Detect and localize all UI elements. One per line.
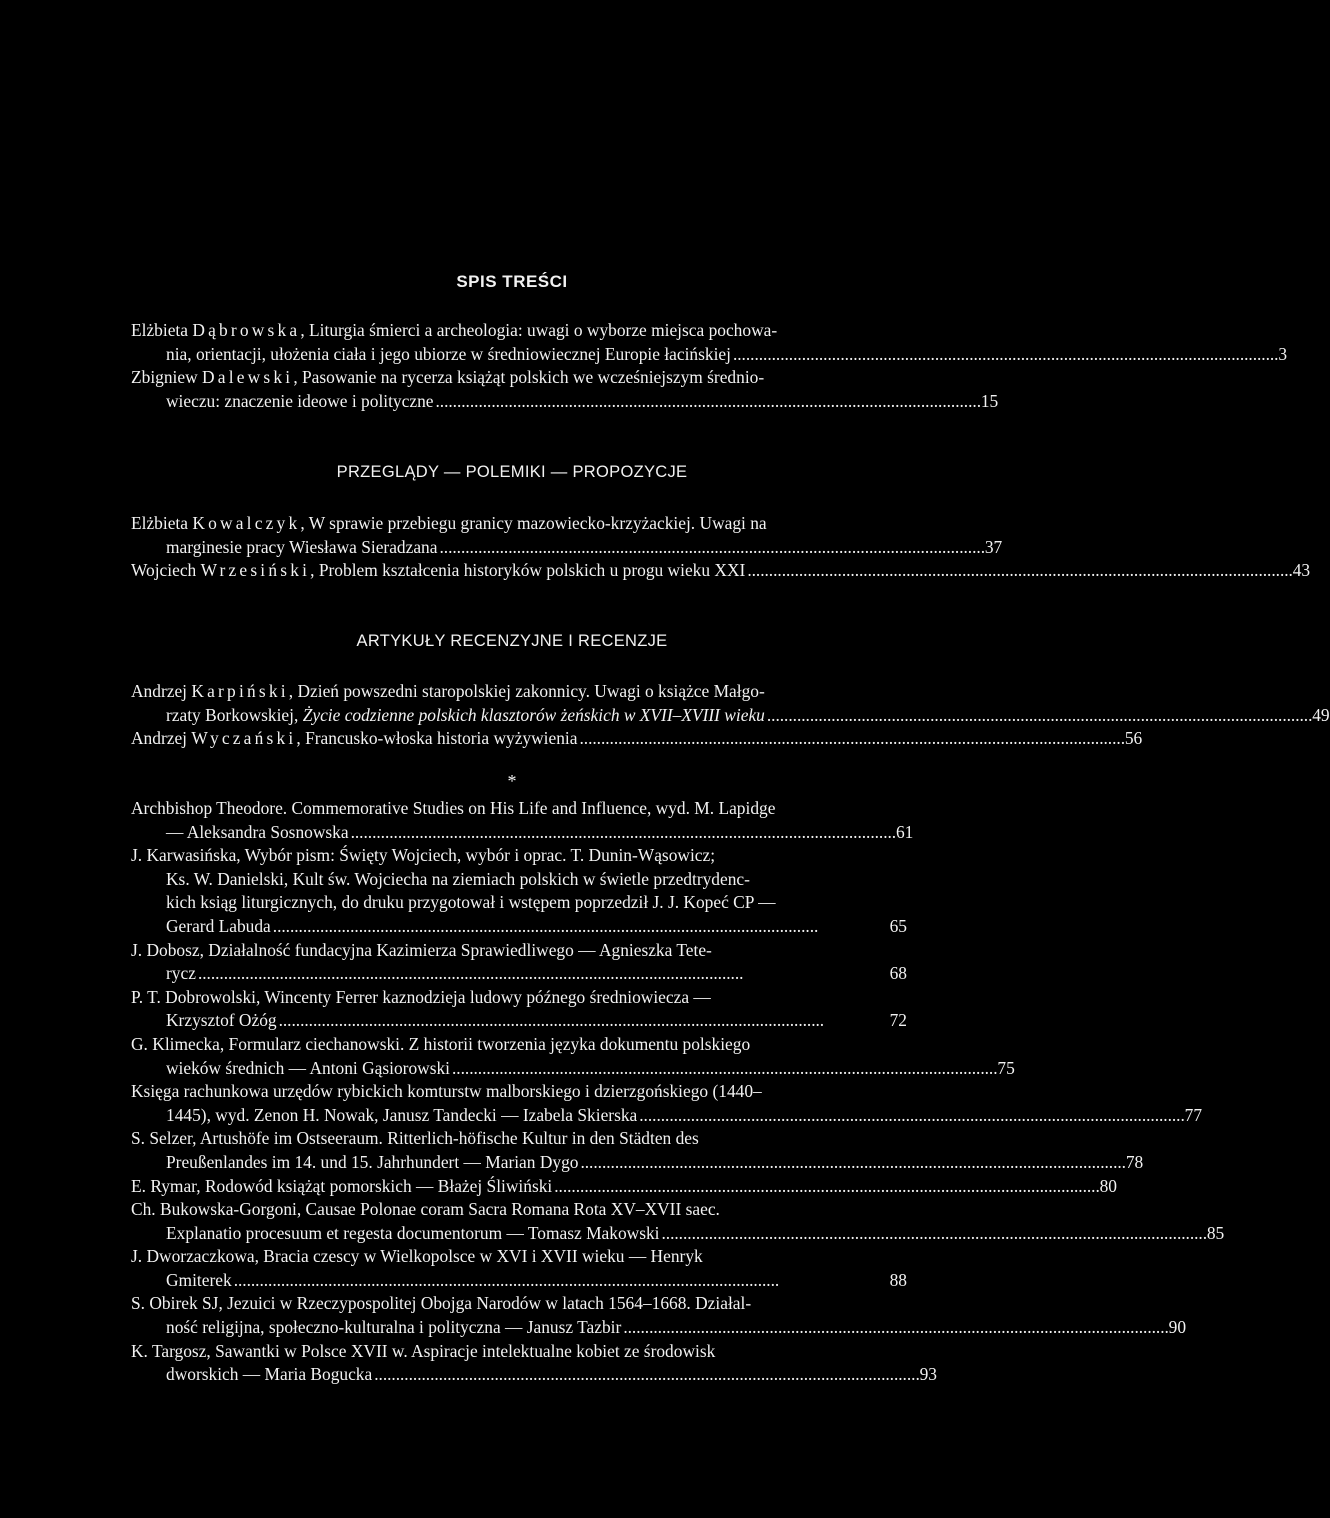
page-number: 56	[1124, 728, 1143, 749]
page-number: 80	[1099, 1175, 1117, 1196]
entry-title-continued: ność religijna, społeczno-kulturalna i polityczna — Janusz Tazbir	[166, 1317, 622, 1338]
page-number: 85	[1206, 1222, 1225, 1243]
entry-title-continued: Gerard Labuda	[166, 915, 271, 936]
author-first-name: Andrzej	[131, 728, 188, 749]
page-number: 37	[984, 536, 1003, 557]
entry-title: K. Targosz, Sawantki w Polsce XVII w. Aspiracje intelektualne kobiet ze środowisk	[131, 1340, 716, 1361]
leader-dots	[767, 704, 1310, 728]
author-last-name: Karpiński	[191, 681, 289, 701]
entry-title-continued: nia, orientacji, ułożenia ciała i jego ubiorze w średniowiecznej Europie łacińskiej	[166, 343, 731, 364]
entry-title: Ch. Bukowska-Gorgoni, Causae Polonae coram Sacra Romana Rota XV–XVII saec.	[131, 1199, 720, 1220]
page-number: 49	[1312, 704, 1330, 725]
entry-title-continued: rycz	[166, 963, 196, 984]
author-last-name: Dalewski	[202, 367, 294, 388]
entry-title: G. Klimecka, Formularz ciechanowski. Z historii tworzenia języka dokumentu polskiego	[131, 1033, 751, 1054]
book-title: Życie codzienne polskich klasztorów żeńskich w XVII–XVIII wieku	[302, 704, 765, 725]
entry-title-continued: dworskich — Maria Bogucka	[166, 1364, 373, 1385]
entry-title-continued: kich ksiąg liturgicznych, do druku przygotował i wstępem poprzedził J. J. Kopeć CP —	[166, 892, 776, 913]
entry-title: , W sprawie przebiegu granicy mazowiecko-krzyżackiej. Uwagi na	[300, 513, 767, 533]
entry-title: S. Obirek SJ, Jezuici w Rzeczypospolitej Obojga Narodów w latach 1564–1668. Działal-	[131, 1293, 752, 1314]
toc-entry	[131, 319, 1288, 366]
entry-title-continued: wieków średnich — Antoni Gąsiorowski	[166, 1057, 451, 1078]
entry-title-continued: — Aleksandra Sosnowska	[166, 821, 349, 842]
page-number: 75	[997, 1057, 1015, 1078]
author-first-name: Elżbieta	[131, 513, 188, 533]
leader-dots	[351, 821, 894, 845]
entry-title: , Liturgia śmierci a archeologia: uwagi o wyborze miejsca pochowa-	[300, 320, 778, 340]
entry-title: S. Selzer, Artushöfe im Ostseeraum. Ritterlich-höfische Kultur in den Städten des	[131, 1128, 699, 1149]
page-title: SPIS TREŚCI	[456, 272, 568, 291]
toc-entry	[131, 727, 1143, 751]
leader-dots	[639, 1104, 1182, 1128]
toc-entry	[131, 1175, 1117, 1199]
page-number: 77	[1184, 1104, 1203, 1125]
leader-dots	[435, 390, 978, 414]
toc-entry	[131, 512, 1003, 559]
entry-title: , Pasowanie na rycerza książąt polskich we wcześniejszym średnio-	[293, 367, 765, 388]
toc-entry	[131, 1033, 1015, 1080]
toc-entry	[131, 1292, 1187, 1339]
leader-dots	[198, 962, 888, 986]
entry-title-continued: Explanatio procesuum et regesta documentorum — Tomasz Makowski	[166, 1222, 660, 1243]
page-number: 68	[889, 963, 907, 984]
toc-entry	[131, 797, 914, 844]
author-first-name: Wojciech	[131, 560, 197, 581]
author-last-name: Dąbrowska	[192, 320, 301, 340]
author-first-name: Zbigniew	[131, 367, 198, 388]
page-number: 65	[889, 915, 907, 936]
toc-entry	[131, 1340, 937, 1387]
page-number: 72	[889, 1010, 907, 1031]
leader-dots	[747, 559, 1290, 583]
leader-dots	[452, 1057, 995, 1081]
section-separator: *	[507, 771, 517, 791]
toc-entry	[131, 986, 907, 1033]
entry-title-continued: wieczu: znaczenie ideowe i polityczne	[166, 390, 434, 411]
leader-dots	[554, 1175, 1097, 1199]
toc-entry	[131, 366, 999, 413]
leader-dots	[579, 727, 1122, 751]
entry-title: , Problem kształcenia historyków polskich u progu wieku XXI	[310, 560, 746, 581]
entry-title-continued: 1445), wyd. Zenon H. Nowak, Janusz Tandecki — Izabela Skierska	[166, 1104, 638, 1125]
page-number: 90	[1168, 1317, 1187, 1338]
author-last-name: Wrzesiński	[200, 560, 311, 581]
toc-entry	[131, 680, 1330, 727]
leader-dots	[279, 1009, 888, 1033]
entry-title: E. Rymar, Rodowód książąt pomorskich — Błażej Śliwiński	[131, 1175, 553, 1196]
entry-title-continued: rzaty Borkowskiej,	[166, 704, 303, 725]
page-number: 3	[1278, 343, 1288, 364]
entry-title: P. T. Dobrowolski, Wincenty Ferrer kaznodzieja ludowy późnego średniowiecza —	[131, 986, 711, 1007]
toc-entry	[131, 559, 1311, 583]
author-last-name: Wyczański	[191, 728, 297, 749]
author-first-name: Andrzej	[131, 681, 188, 701]
entry-title: J. Karwasińska, Wybór pism: Święty Wojciech, wybór i oprac. T. Dunin-Wąsowicz;	[131, 845, 716, 866]
entry-title-continued: Krzysztof Ożóg	[166, 1010, 277, 1031]
review-articles-list	[131, 680, 1330, 751]
toc-entry	[131, 1080, 1203, 1127]
page-number: 88	[889, 1269, 907, 1290]
entry-title: , Dzień powszedni staropolskiej zakonnicy. Uwagi o książce Małgo-	[288, 681, 765, 701]
toc-entry	[131, 1198, 1225, 1245]
section-heading-recenzje: ARTYKUŁY RECENZYJNE I RECENZJE	[356, 632, 668, 650]
leader-dots	[580, 1151, 1123, 1175]
page-number: 43	[1292, 560, 1311, 581]
entry-title: Archbishop Theodore. Commemorative Studies on His Life and Influence, wyd. M. Lapidge	[131, 798, 776, 818]
page-number: 93	[919, 1364, 937, 1385]
toc-entry	[131, 844, 907, 938]
page-number: 15	[980, 390, 999, 411]
author-last-name: Kowalczyk	[192, 513, 301, 533]
entry-title: Księga rachunkowa urzędów rybickich komturstw malborskiego i dzierzgońskiego (1440–	[131, 1081, 762, 1102]
section-heading-reviews: PRZEGLĄDY — POLEMIKI — PROPOZYCJE	[336, 463, 688, 481]
leader-dots	[374, 1363, 917, 1387]
author-first-name: Elżbieta	[131, 320, 188, 340]
entry-title: , Francusko-włoska historia wyżywienia	[296, 728, 578, 749]
reviews-list	[131, 512, 1311, 583]
articles-list	[131, 319, 1288, 413]
page-number: 78	[1125, 1151, 1144, 1172]
entry-title: J. Dobosz, Działalność fundacyjna Kazimierza Sprawiedliwego — Agnieszka Tete-	[131, 939, 712, 960]
entry-title-continued: Ks. W. Danielski, Kult św. Wojciecha na ziemiach polskich w świetle przedtrydenc-	[166, 868, 750, 889]
leader-dots	[439, 536, 982, 560]
leader-dots	[733, 343, 1276, 367]
leader-dots	[662, 1222, 1205, 1246]
leader-dots	[623, 1316, 1166, 1340]
leader-dots	[273, 915, 888, 939]
entry-title-continued: Gmiterek	[166, 1269, 232, 1290]
toc-entry	[131, 939, 907, 986]
entry-title-continued: Preußenlandes im 14. und 15. Jahrhundert — Marian Dygo	[166, 1151, 579, 1172]
entry-title: J. Dworzaczkowa, Bracia czescy w Wielkopolsce w XVI i XVII wieku — Henryk	[131, 1246, 703, 1267]
page-number: 61	[895, 821, 914, 842]
toc-entry	[131, 1245, 907, 1292]
toc-entry	[131, 1127, 1144, 1174]
entry-title-continued: marginesie pracy Wiesława Sieradzana	[166, 536, 438, 557]
leader-dots	[234, 1269, 888, 1293]
book-reviews-list	[131, 797, 1225, 1387]
